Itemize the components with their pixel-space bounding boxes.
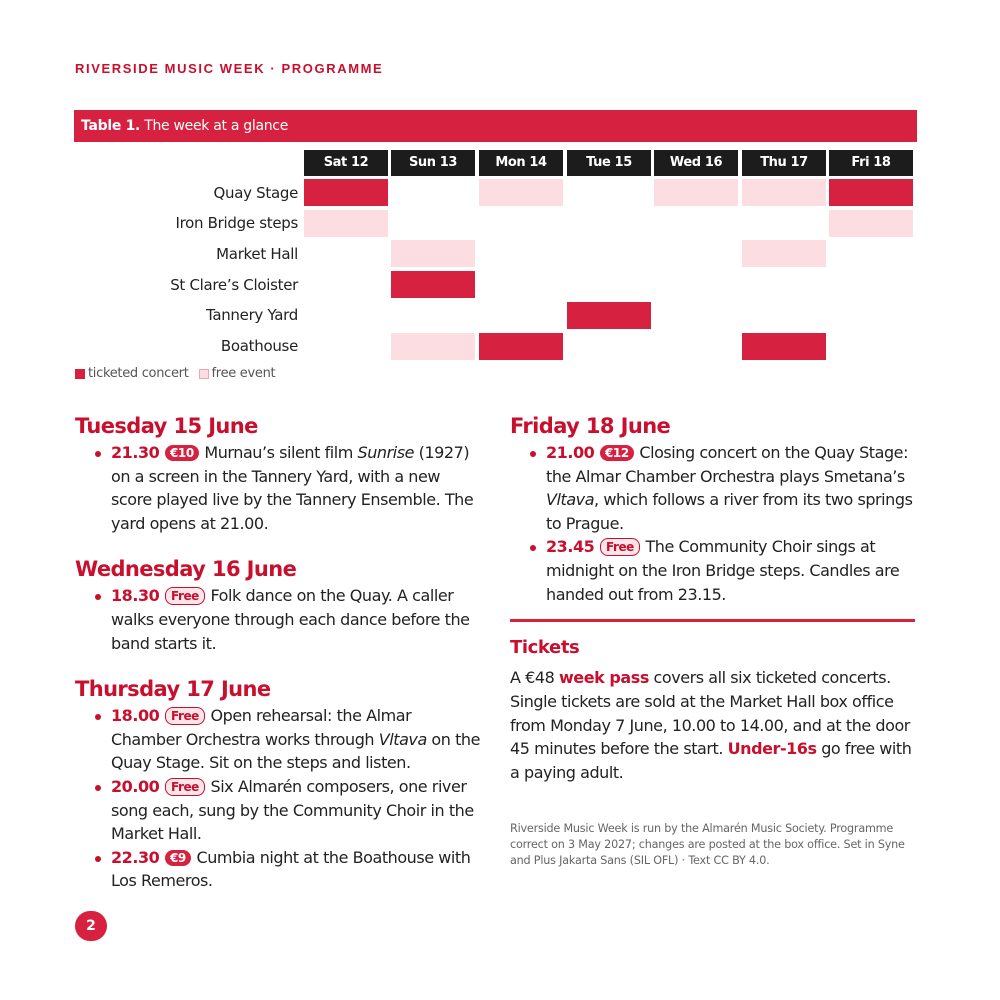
event-list — [510, 441, 920, 606]
bullet-dot — [95, 856, 101, 862]
legend-label-ticketed: ticketed concert — [88, 366, 189, 381]
day-section — [75, 557, 485, 655]
day-header: Wed 16 — [654, 150, 738, 176]
day-header: Tue 15 — [567, 150, 651, 176]
day-header: Thu 17 — [742, 150, 826, 176]
free-cell — [742, 240, 826, 267]
ticketed-cell — [567, 302, 651, 329]
price-badge: €10 — [165, 445, 199, 461]
bullet-dot — [530, 545, 536, 551]
event-text: Murnau’s silent film — [204, 443, 358, 462]
venue-label: Boathouse — [220, 337, 298, 355]
free-cell — [742, 179, 826, 206]
event-time: 18.30 — [111, 586, 160, 606]
event-text: Closing concert on the Quay Stage: the Almar Chamber Orchestra plays Smetana’s — [546, 443, 909, 486]
tickets-text — [510, 666, 920, 785]
event-item — [75, 775, 485, 846]
tickets-highlight: week pass — [558, 668, 649, 687]
event-text: , which follows a river from its two springs to Prague. — [546, 490, 913, 533]
table-caption-text: The week at a glance — [144, 118, 289, 134]
programme-column-right — [510, 414, 920, 628]
bullet-dot — [95, 785, 101, 791]
event-time: 21.00 — [546, 443, 595, 462]
bullet-dot — [95, 714, 101, 720]
bullet-dot — [530, 451, 536, 457]
event-time: 22.30 — [111, 847, 160, 867]
table-legend — [75, 366, 275, 381]
free-badge: Free — [165, 778, 205, 796]
day-header: Sat 12 — [304, 150, 388, 176]
event-text: (1927) on a screen in the Tannery Yard, with a new score played live by the Tannery Ensemble. The yard opens at 21.00. — [111, 443, 474, 533]
event-time: 23.45 — [546, 537, 595, 557]
free-cell — [479, 179, 563, 206]
event-list — [75, 584, 485, 655]
event-title-italic: Sunrise — [357, 443, 415, 462]
day-section — [510, 414, 920, 606]
tickets-text-run: go free with a paying adult. — [510, 739, 912, 783]
tickets-heading: Tickets — [510, 637, 580, 658]
venue-label: Market Hall — [216, 244, 298, 263]
event-item — [75, 441, 485, 535]
day-section — [75, 414, 485, 535]
section-divider — [510, 619, 915, 622]
free-cell — [829, 210, 913, 237]
venue-label: Quay Stage — [213, 183, 298, 202]
legend-swatch-ticketed — [75, 369, 85, 379]
table-caption-label: Table 1. — [81, 118, 141, 134]
venue-label: Iron Bridge steps — [175, 214, 298, 233]
ticketed-cell — [742, 333, 826, 360]
ticketed-cell — [829, 179, 913, 206]
event-item — [75, 846, 485, 893]
free-cell — [304, 210, 388, 237]
free-badge: Free — [165, 587, 205, 605]
event-title-italic: Vltava — [378, 729, 427, 749]
tickets-text-run: covers all six ticketed concerts. Single tickets are sold at the Market Hall box office from Monday 7 June, 10.00 to 14.00, and at the door 45 minutes before the start. — [510, 668, 910, 759]
bullet-dot — [95, 451, 101, 457]
venue-label: St Clare’s Cloister — [170, 275, 298, 294]
page-number: 2 — [75, 911, 107, 941]
day-header: Sun 13 — [391, 150, 475, 176]
bullet-dot — [95, 594, 101, 600]
ticketed-cell — [391, 271, 475, 298]
event-item — [75, 584, 485, 655]
event-text: Folk dance on the Quay. A caller walks everyone through each dance before the band starts it. — [111, 586, 470, 653]
tickets-highlight: Under-16s — [727, 739, 817, 759]
running-head: RIVERSIDE MUSIC WEEK · PROGRAMME — [75, 61, 384, 76]
event-title-italic: Vltava — [546, 490, 595, 510]
price-badge: €9 — [165, 850, 191, 866]
event-time: 20.00 — [111, 776, 160, 796]
day-heading: Wednesday 16 June — [75, 557, 297, 582]
event-item — [510, 441, 920, 535]
free-badge: Free — [600, 538, 640, 556]
venue-label: Tannery Yard — [205, 306, 298, 325]
event-text: Cumbia night at the Boathouse with Los Remeros. — [111, 847, 471, 891]
free-badge: Free — [165, 707, 205, 725]
event-text: on the Quay Stage. Sit on the steps and listen. — [111, 729, 481, 773]
ticketed-cell — [479, 333, 563, 360]
ticketed-cell — [304, 179, 388, 206]
event-list — [75, 441, 485, 535]
day-heading: Friday 18 June — [510, 414, 671, 438]
event-text: Six Almarén composers, one river song each, sung by the Community Choir in the Market Hall. — [111, 776, 474, 844]
table-caption — [74, 110, 917, 142]
tickets-text-run: A €48 — [510, 668, 559, 687]
event-time: 18.00 — [111, 706, 160, 726]
day-heading: Thursday 17 June — [75, 677, 271, 702]
free-cell — [391, 333, 475, 360]
colophon: Riverside Music Week is run by the Almarén Music Society. Programme correct on 3 May 2027; changes are posted at the box office. Set in Syne and Plus Jakarta Sans (SIL OFL) · Text CC BY 4.0. — [510, 822, 905, 867]
price-badge: €12 — [600, 445, 634, 461]
legend-swatch-free — [199, 369, 209, 379]
free-cell — [654, 179, 738, 206]
event-item — [75, 704, 485, 775]
day-header: Fri 18 — [829, 150, 913, 176]
event-time: 21.30 — [111, 443, 160, 462]
event-item — [510, 535, 920, 606]
free-cell — [391, 240, 475, 267]
programme-column-left — [75, 414, 485, 915]
legend-label-free: free event — [211, 366, 276, 381]
day-heading: Tuesday 15 June — [75, 414, 258, 438]
event-text: Open rehearsal: the Almar Chamber Orchestra works through — [111, 706, 412, 749]
day-section — [75, 677, 485, 893]
event-text: The Community Choir sings at midnight on the Iron Bridge steps. Candles are handed out from 23.15. — [546, 537, 900, 604]
day-header: Mon 14 — [479, 150, 563, 176]
event-list — [75, 704, 485, 893]
